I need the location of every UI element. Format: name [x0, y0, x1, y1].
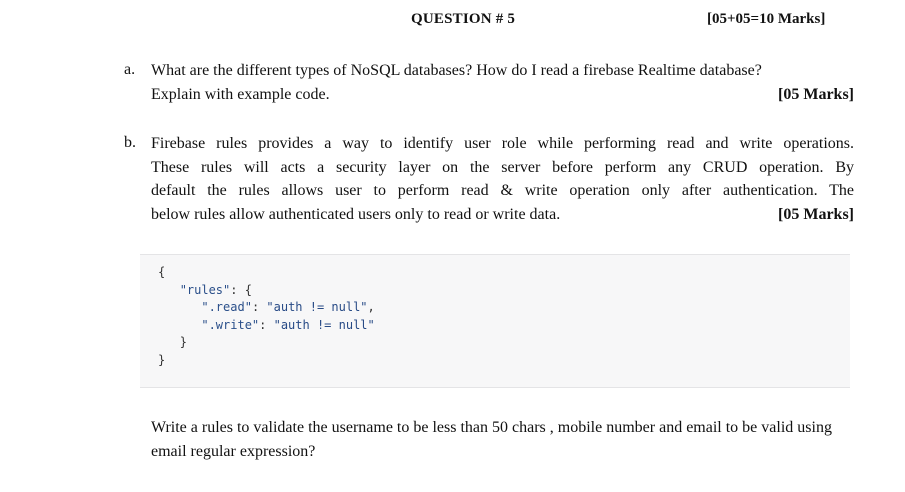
part-b-marks: [05 Marks]: [778, 205, 854, 223]
part-b-text: [151, 132, 854, 226]
part-a-letter: a.: [124, 61, 136, 78]
code-outer-close: }: [158, 352, 166, 367]
part-a-line-2: [151, 83, 854, 107]
code-read-value: "auth != null": [266, 300, 368, 314]
part-c-text: [151, 416, 854, 464]
part-b-line-3: default the rules allows user to perform read & write operation only after authentication. The: [151, 182, 854, 199]
part-b-line-1: Firebase rules provides a way to identify user role while performing read and write operations.: [151, 135, 854, 152]
part-b-line-2: These rules will acts a security layer on the server before perform any CRUD operation. By: [151, 158, 854, 176]
part-c-line-2: valid using email regular expression?: [151, 419, 832, 460]
code-inner-close: }: [179, 335, 187, 349]
question-total-marks: [05+05=10 Marks]: [707, 11, 826, 27]
part-a-marks: [05 Marks]: [778, 85, 854, 103]
code-rules-key: "rules": [179, 282, 231, 297]
part-a-line-2-text: Explain with example code.: [151, 85, 330, 103]
code-write-key: ".write": [201, 317, 260, 332]
code-open-brace: {: [158, 265, 166, 279]
code-content: { "rules": { ".read": "auth != null", ".write": "auth != null" } }: [158, 265, 375, 367]
part-c-line-1: Write a rules to validate the username to be less than 50 chars , mobile number and email to be: [151, 419, 758, 436]
code-read-key: ".read": [201, 300, 252, 314]
part-b-line-4: [151, 203, 854, 227]
code-write-value: "auth != null": [273, 317, 375, 332]
part-b-letter: b.: [124, 134, 136, 151]
code-read-comma: ,: [367, 300, 375, 314]
question-title: QUESTION # 5: [411, 11, 516, 27]
part-a-text: [151, 59, 854, 106]
part-a-line-1: What are the different types of NoSQL databases? How do I read a firebase Realtime database?: [151, 62, 762, 79]
part-b-line-4-text: below rules allow authenticated users only to read or write data.: [151, 205, 561, 223]
code-block: [140, 254, 850, 388]
code-rules-colon: : {: [230, 282, 252, 297]
